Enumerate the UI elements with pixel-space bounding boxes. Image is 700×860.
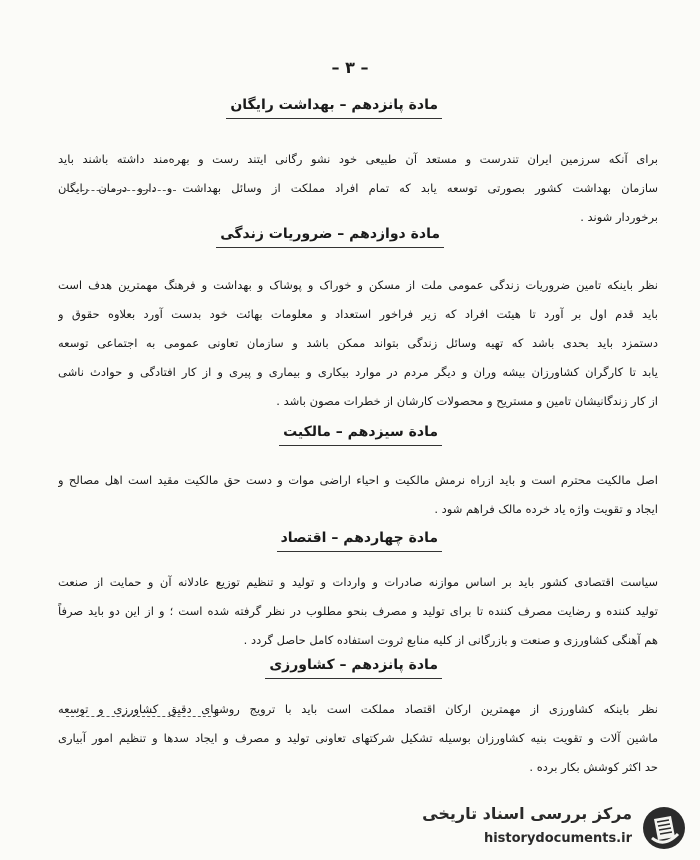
article-heading-text: مادة سیزدهم – مالکیت xyxy=(283,424,438,440)
article-paragraph xyxy=(58,568,658,655)
article-heading-text: مادة پانزدهم – کشاورزی xyxy=(269,657,438,673)
paragraph-line: دستمزد باید بحدی باشد که تهیه وسائل زندگی بتواند ممکن باشد و سازمان تعاونی عمومی به اجتماعی توسعه xyxy=(58,336,658,350)
archive-logo xyxy=(410,798,692,856)
heading-underline xyxy=(216,247,444,248)
article-paragraph xyxy=(58,145,658,232)
paragraph-line: نظر باینکه کشاورزی از مهمترین ارکان اقتصاد مملکت است باید با ترویج روشهای دقیق کشاورزی و توسعه xyxy=(58,702,658,716)
separator-line xyxy=(66,190,176,191)
article-paragraph xyxy=(58,695,658,782)
article-heading xyxy=(281,530,438,546)
article-heading xyxy=(220,226,440,242)
page-number: – ۳ – xyxy=(331,58,369,77)
article-heading-text: مادة چهاردهم – اقتصاد xyxy=(280,530,438,546)
paragraph-line: برای آنکه سرزمین ایران تندرست و مستعد آن طبیعی خود نشو رگانی ایتند رست و بهره‌مند داشته باشند باید xyxy=(58,152,658,166)
heading-underline xyxy=(265,678,442,679)
article-heading xyxy=(230,97,438,113)
article-heading-text: مادة دوازدهم – ضروریات زندگی xyxy=(220,226,440,242)
paragraph-line: ایجاد و تقویت واژه یاد خرده مالک فراهم شود . xyxy=(434,502,658,516)
logo-title: مرکز بررسی اسناد تاریخی xyxy=(422,804,632,823)
paragraph-line: اصل مالکیت محترم است و باید ازراه نرمش مالکیت و احیاء اراضی موات و دست حق مالکیت مقید است اهل مصالح و xyxy=(58,473,658,487)
article-heading xyxy=(269,657,438,673)
article-heading-text: مادة پانزدهم – بهداشت رایگان xyxy=(230,97,438,113)
paragraph-line: تولید کننده و رضایت مصرف کننده تا برای تولید و مصرف بنحو مطلوب در نظر گرفته شده است ؛ و از این دو باید صرفاً xyxy=(58,604,658,618)
paragraph-line: یابد تا کارگران کشاورزان بیشه وران و دیگر مردم در موارد بیکاری و بیماری و پیری و از کار افتادگی و حوادث ناشی xyxy=(58,365,658,379)
paragraph-line: ماشین آلات و تقویت بنیه کشاورزان بوسیله تشکیل شرکتهای تعاونی تولید و مصرف و ایجاد سدها و تنظیم امور آبیاری xyxy=(58,731,658,745)
article-paragraph xyxy=(58,271,658,416)
paragraph-line: برخوردار شوند . xyxy=(580,210,658,224)
article-heading xyxy=(283,424,438,440)
archive-emblem-icon xyxy=(640,804,688,852)
paragraph-line: هم آهنگی کشاورزی و صنعت و بازرگانی از کلیه منابع ثروت استفاده کامل حاصل گردد . xyxy=(243,633,658,647)
paragraph-line: سازمان بهداشت کشور بصورتی توسعه یابد که تمام افراد مملکت از وسائل بهداشت و دارو درمان رایگان xyxy=(58,181,658,195)
paragraph-line: حد اکثر کوشش بکار برده . xyxy=(529,760,658,774)
article-paragraph xyxy=(58,466,658,524)
logo-url: historydocuments.ir xyxy=(483,831,632,846)
paragraph-line: از کار زندگانیشان تامین و مستریح و محصولات کارشان از خطرات مصون باشد . xyxy=(276,394,658,408)
separator-line xyxy=(66,716,216,717)
paragraph-line: نظر باینکه تامین ضروریات زندگی عمومی ملت از مسکن و خوراک و پوشاک و بهداشت و فرهنگ مهمترین هدف است xyxy=(58,278,658,292)
paragraph-line: سیاست اقتصادی کشور باید بر اساس موازنه صادرات و واردات و تولید و تنظیم توزیع عادلانه آن و حمایت از صنعت xyxy=(58,575,658,589)
heading-underline xyxy=(277,551,442,552)
paragraph-line: باید قدم اول بر آورد تا هیئت افراد که زیر فراخور استعداد و معلومات بهائت خود بدست آورد بعلاوه حقوق و xyxy=(58,307,658,321)
heading-underline xyxy=(226,118,442,119)
heading-underline xyxy=(279,445,442,446)
